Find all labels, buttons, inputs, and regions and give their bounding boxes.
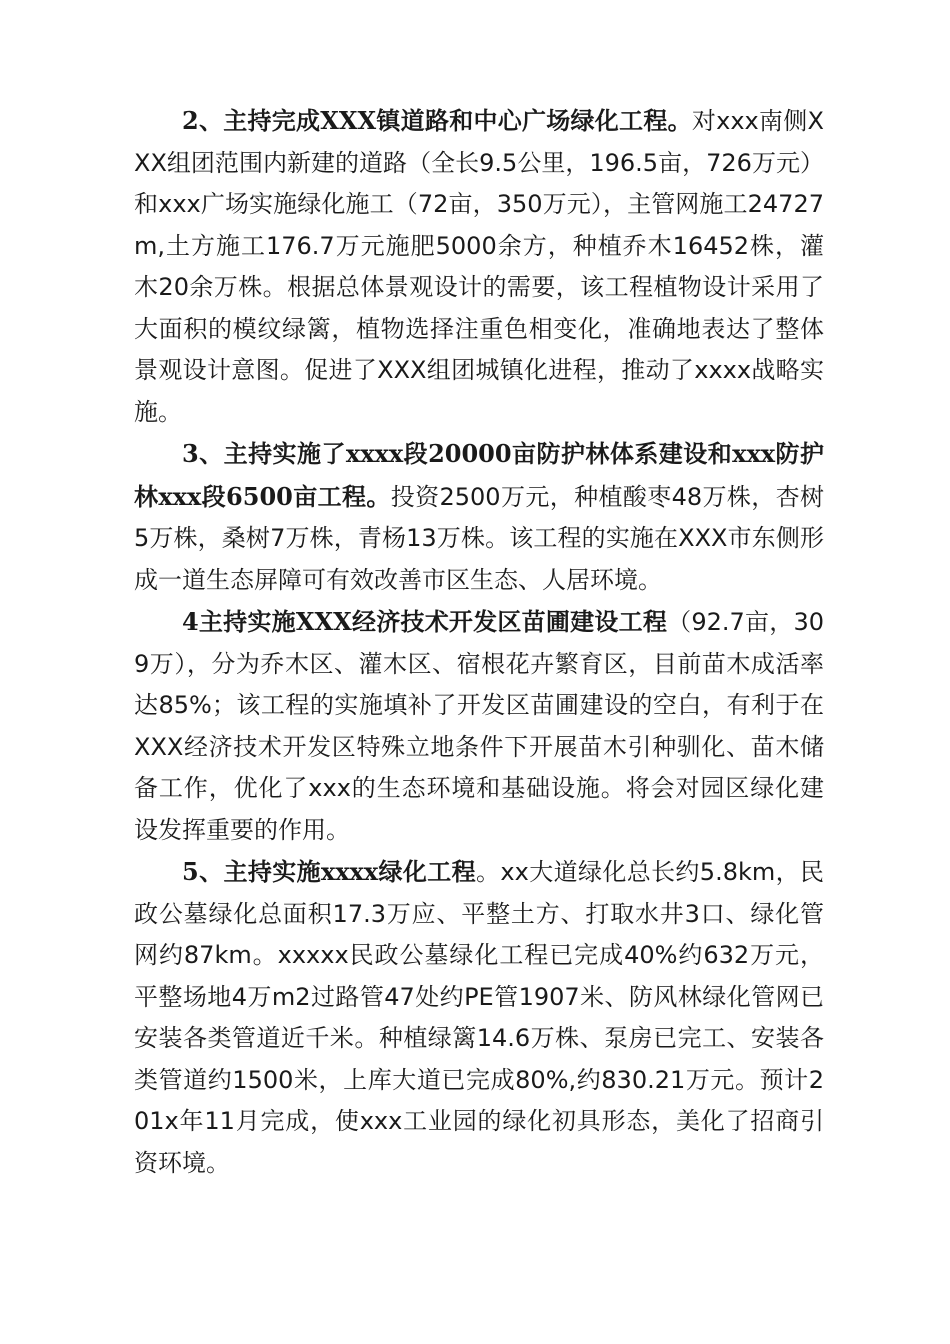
paragraph-text: 。xx大道绿化总长约5.8km，民政公墓绿化总面积17.3万应、平整土方、打取水井3口、绿化管网约87km。xxxxx民政公墓绿化工程已完成40%约632万元，平整场地4万m2过路管47处约PE管1907米、防风林绿化管网已安装各类管道近千米。种植绿篱14.6万株、泵房已完工、安装各类管道约1500米，上库大道已完成80%,约830.21万元。预计201x年11月完成，使xxx工业园的绿化初具形态，美化了招商引资环境。 [134, 858, 824, 1177]
paragraph-heading: 5、主持实施xxxx绿化工程 [182, 857, 477, 886]
paragraph-text: （92.7亩，309万），分为乔木区、灌木区、宿根花卉繁育区，目前苗木成活率达85%；该工程的实施填补了开发区苗圃建设的空白，有利于在XXX经济技术开发区特殊立地条件下开展苗木引种驯化、苗木储备工作，优化了xxx的生态环境和基础设施。将会对园区绿化建设发挥重要的作用。 [134, 608, 825, 844]
paragraph-heading: 3、主持实施了xxxx段20000亩防护林体系建设和xxx防护林xxx段6500亩工程。 [134, 439, 824, 511]
paragraph-project-3 [134, 433, 824, 601]
document-body [134, 100, 824, 1184]
paragraph-heading: 2、主持完成XXX镇道路和中心广场绿化工程。 [182, 106, 692, 135]
paragraph-project-5 [134, 851, 824, 1184]
paragraph-text: 投资2500万元，种植酸枣48万株，杏树5万株，桑树7万株，青杨13万株。该工程的实施在XXX市东侧形成一道生态屏障可有效改善市区生态、人居环境。 [134, 482, 824, 594]
paragraph-text: 对xxx南侧XXX组团范围内新建的道路（全长9.5公里，196.5亩，726万元）和xxx广场实施绿化施工（72亩，350万元），主管网施工24727m,土方施工176.7万元施肥5000余方，种植乔木16452株，灌木20余万株。根据总体景观设计的需要，该工程植物设计采用了大面积的模纹绿篱，植物选择注重色相变化，准确地表达了整体景观设计意图。促进了XXX组团城镇化进程，推动了xxxx战略实施。 [134, 107, 824, 426]
paragraph-heading: 4主持实施XXX经济技术开发区苗圃建设工程 [182, 607, 668, 636]
paragraph-project-4 [134, 601, 824, 851]
paragraph-project-2 [134, 100, 824, 433]
